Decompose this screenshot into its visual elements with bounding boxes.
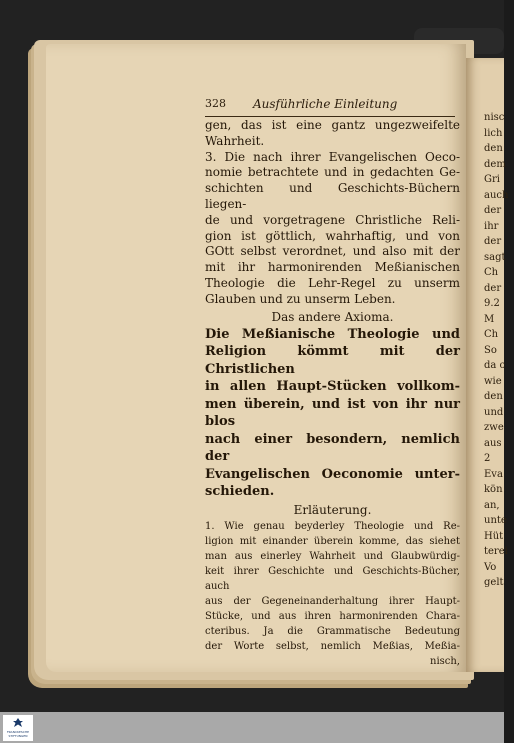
- fragment-line: Ch: [484, 329, 499, 340]
- erlaeuterung-line: cteribus. Ja die Grammatische Bedeutung: [205, 625, 460, 637]
- axioma-line: Die Meßianische Theologie und: [205, 326, 460, 342]
- page-body: [205, 118, 460, 669]
- viewer-footer-bar: [0, 712, 504, 743]
- fragment-line: der: [484, 282, 502, 294]
- axioma-line: Evangelischen Oeconomie unter-: [205, 466, 460, 482]
- fragment-line: Vo: [484, 561, 497, 573]
- axioma-line: schieden.: [205, 484, 275, 500]
- fragment-line: lich: [484, 127, 503, 139]
- fragment-line: der: [484, 205, 502, 216]
- erlaeuterung-line: Stücke, und aus ihren harmonirenden Chara-: [205, 610, 460, 622]
- axioma-heading: Das andere Axioma.: [271, 309, 394, 324]
- fragment-line: kön: [484, 484, 503, 495]
- fragment-line: aus: [484, 437, 502, 449]
- fragment-line: gelt: [484, 577, 504, 588]
- text-line: Wahrheit.: [205, 133, 265, 148]
- fragment-line: ihr: [484, 220, 499, 232]
- fragment-line: Ch: [484, 267, 499, 278]
- text-line: de und vorgetragene Christliche Reli-: [205, 212, 460, 227]
- fragment-line: M: [484, 313, 495, 325]
- running-head: Ausführliche Einleitung: [253, 97, 398, 111]
- fragment-line: der: [484, 236, 502, 247]
- text-line: mit ihr harmonirenden Meßianischen: [205, 260, 460, 275]
- fragment-line: sagt: [484, 251, 506, 263]
- erlaeuterung-line: 1. Wie genau beyderley Theologie und Re-: [205, 520, 460, 532]
- fragment-line: da c: [484, 360, 506, 371]
- fragment-line: 2: [484, 453, 491, 464]
- text-line: 3. Die nach ihrer Evangelischen Oeco-: [205, 149, 460, 164]
- fragment-line: Eva: [484, 468, 503, 480]
- institution-logo[interactable]: [3, 715, 33, 741]
- fragment-line: den: [484, 391, 503, 402]
- fragment-line: terei: [484, 546, 508, 557]
- fragment-line: und: [484, 406, 504, 418]
- text-line: Theologie die Lehr-Regel zu unserm: [205, 275, 460, 290]
- fragment-line: wie: [484, 375, 502, 387]
- eagle-icon: [12, 717, 24, 729]
- fragment-line: Hüt: [484, 530, 504, 542]
- text-line: Glauben und zu unserm Leben.: [205, 291, 396, 306]
- text-line: GOtt selbst verordnet, und also mit der: [205, 244, 460, 259]
- fragment-line: zwe: [484, 422, 504, 433]
- header-rule: [205, 116, 455, 117]
- axioma-line: nach einer besondern, nemlich der: [205, 431, 460, 465]
- catchword: nisch,: [430, 655, 460, 667]
- erlaeuterung-line: der Worte selbst, nemlich Meßias, Meßia-: [205, 640, 460, 652]
- axioma-line: men überein, und ist von ihr nur blos: [205, 396, 460, 430]
- text-line: gen, das ist eine gantz ungezweifelte: [205, 118, 460, 132]
- right-page-fragments: [484, 110, 514, 591]
- fragment-line: an,: [484, 499, 500, 511]
- text-line: schichten und Geschichts-Büchern liegen-: [205, 181, 460, 211]
- page-number: 328: [205, 97, 226, 110]
- erlaeuterung-line: man aus einerley Wahrheit und Glaubwürdig-: [205, 550, 460, 562]
- erlaeuterung-line: ligion mit einander überein komme, das siehet: [205, 535, 460, 547]
- page-header: [205, 97, 455, 113]
- fragment-line: So: [484, 344, 497, 356]
- erlaeuterung-line: keit ihrer Geschichte und Geschichts-Bücher, auch: [205, 565, 460, 592]
- logo-text: FRANCKESCHE STIFTUNGEN: [6, 730, 30, 738]
- fragment-line: den: [484, 143, 503, 154]
- erlaeuterung-heading: Erläuterung.: [293, 502, 372, 517]
- axioma-line: in allen Haupt-Stücken vollkom-: [205, 379, 460, 395]
- fragment-line: 9.2: [484, 298, 500, 309]
- axioma-line: Religion kömmt mit der Christlichen: [205, 344, 460, 377]
- text-line: gion ist göttlich, wahrhaftig, und von: [205, 228, 460, 243]
- fragment-line: nisc: [484, 112, 505, 123]
- erlaeuterung-line: aus der Gegeneinanderhaltung ihrer Haupt-: [205, 595, 460, 607]
- fragment-line: Gri: [484, 174, 500, 185]
- fragment-line: unte: [484, 515, 507, 526]
- fragment-line: auch: [484, 189, 509, 201]
- text-line: nomie betrachtete und in gedachten Ge-: [205, 165, 460, 180]
- fragment-line: dem: [484, 158, 506, 170]
